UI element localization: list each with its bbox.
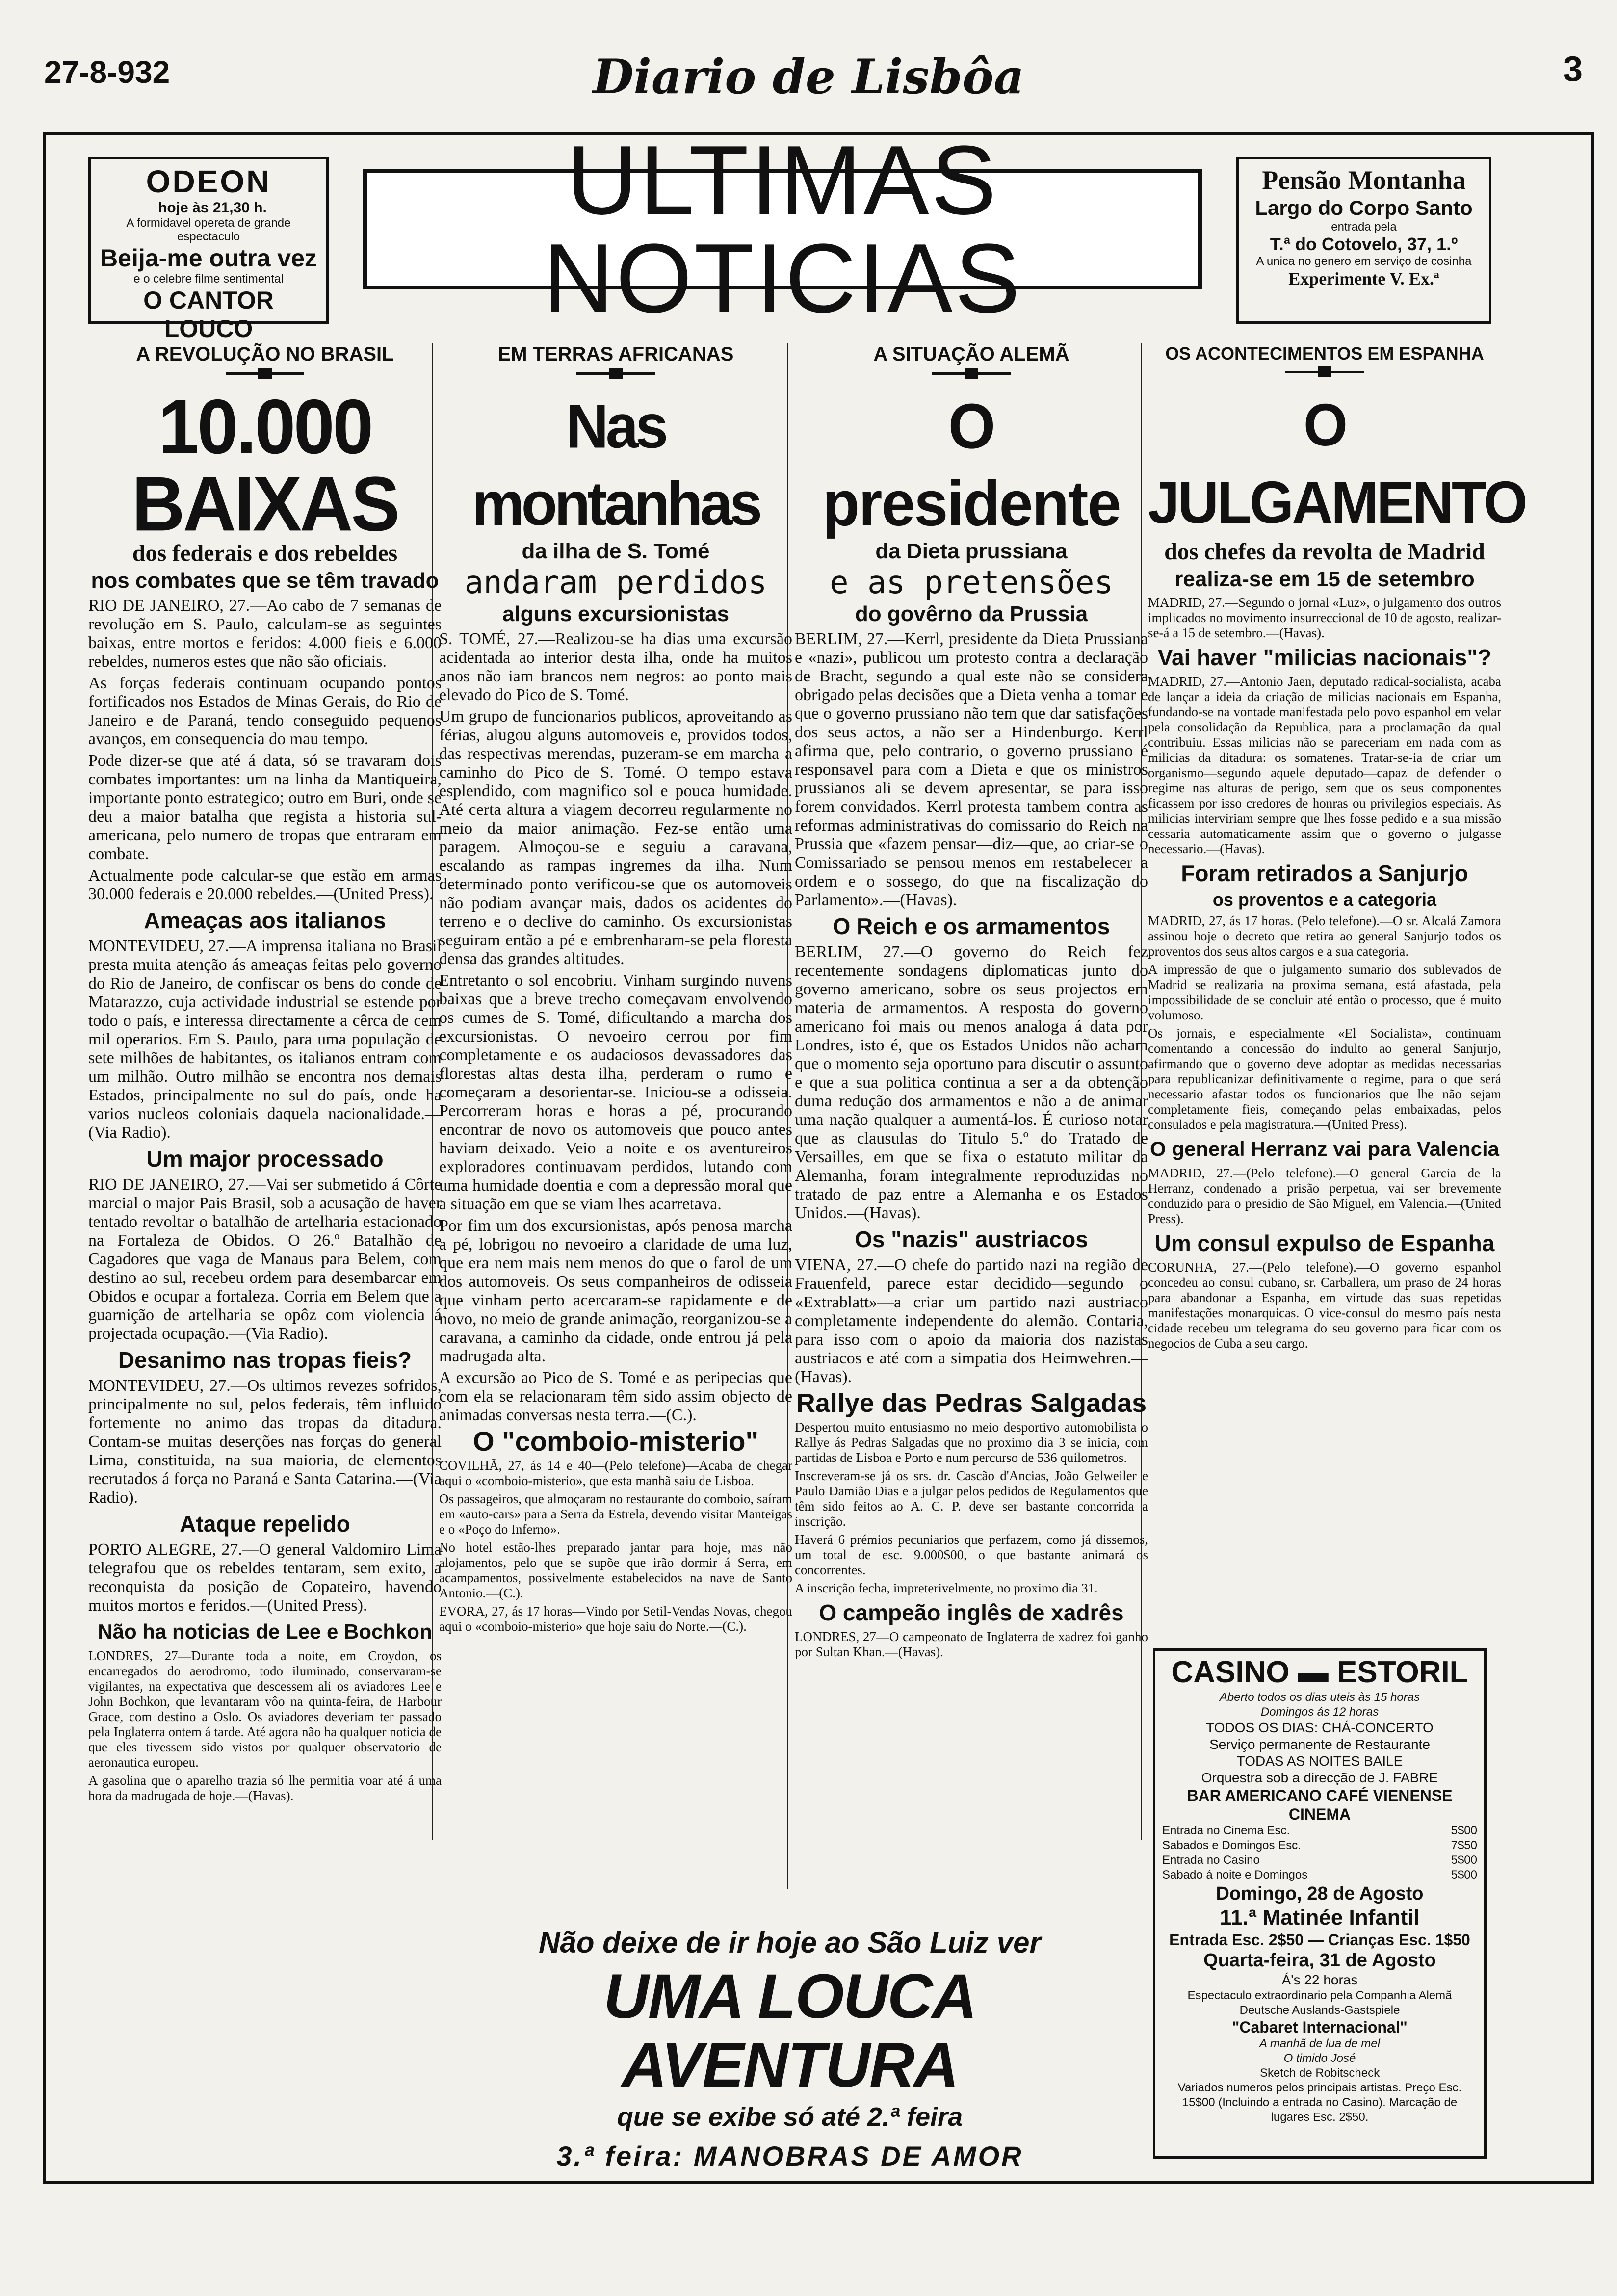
article-subheadline: realiza-se em 15 de setembro [1174, 567, 1475, 591]
section-heading: Um major processado [146, 1146, 384, 1172]
section-banner-text: ULTIMAS NOTICIAS [543, 125, 1022, 333]
section-heading: O Reich e os armamentos [833, 913, 1110, 939]
paragraph: Um grupo de funcionarios publicos, aproveitando as férias, alugou alguns automoveis e, providos todos, das respectivas merendas, puzeram-se em marcha a caminho do Pico de S. Tomé. O tempo estava esplendido, com magnifico sol e pouca humidade. Até certa altura a viagem decorreu regularmente no meio da maior animação. Fez-se então uma paragem. Almoçou-se e seguiu a caravana, escalando as rampas ingremes da ilha. Num determinado ponto verificou-se que os automoveis não podiam avançar mais, dados os acidentes do terreno e o declive do caminho. Os excursionistas seguiram então a pé e embrenharam-se pela floresta densa das grandes altitudes. [439, 707, 792, 968]
article-subheadline: da ilha de S. Tomé [522, 539, 710, 563]
article-kicker: A REVOLUÇÃO NO BRASIL [136, 343, 394, 365]
article-kicker: EM TERRAS AFRICANAS [497, 343, 734, 365]
ad-line: Não deixe de ir hoje ao São Luiz ver [539, 1926, 1041, 1959]
article-headline: O JULGAMENTO [1148, 391, 1526, 536]
divider-ornament [1285, 371, 1364, 385]
paragraph: Despertou muito entusiasmo no meio desportivo automobilista o Rallye ás Pedras Salgadas que no proximo dia 3 se inicia, com partidas de Lisboa e Porto e num percurso de 536 quilometros. [795, 1420, 1148, 1465]
paragraph: A gasolina que o aparelho trazia só lhe permitia voar até á uma hora da madrugada de hoje.—(Havas). [88, 1773, 442, 1803]
newspaper-title: Diario de Lisbôa [593, 49, 1024, 104]
paragraph: MONTEVIDEU, 27.—Os ultimos revezes sofridos, principalmente no sul, pelos federais, têm influido fortemente no animo das tropas da ditadura. Contam-se muitas deserções nas forças do general Lima, constituida, na sua maioria, de elementos recrutados á força no Paraná e Santa Catarina.—(Via Radio). [88, 1377, 442, 1507]
paragraph: VIENA, 27.—O chefe do partido nazi na região de Frauenfeld, parece estar decidido—segundo o «Extrablatt»—a criar um partido nazi austriaco completamente independente do alemão. Contaria, para isso com o apoio da maioria dos nazistas austriacos e até com a simpatia dos Heimwehren.—(Havas). [795, 1256, 1148, 1386]
paragraph: LONDRES, 27—O campeonato de Inglaterra de xadrez foi ganho por Sultan Khan.—(Havas). [795, 1629, 1148, 1659]
paragraph: No hotel estão-lhes preparado jantar para hoje, mas não alojamentos, pelo que se supõe que irão dormir á Serra, em acampamentos, possivelmente estabelecidos na nave de Santo Antonio.—(C.). [439, 1540, 792, 1600]
casino-line: Variados numeros pelos principais artistas. Preço Esc. 15$00 (Incluindo a entrada no Casino). Marcação de lugares Esc. 2$50. [1177, 2081, 1462, 2124]
price-row: Sabado á noite e Domingos 5$00 [1162, 1868, 1477, 1881]
section-heading: O "comboio-misterio" [472, 1426, 759, 1457]
paragraph: As forças federais continuam ocupando pontos fortificados nos Estados de Minas Gerais, do Rio de Janeiro e de Paraná, tendo conseguido pequenos avanços, em consequencia do mau tempo. [88, 674, 442, 748]
casino-name: CASINO ▬ ESTORIL [1171, 1655, 1468, 1689]
casino-line: TODAS AS NOITES BAILE [1236, 1753, 1403, 1769]
article-subheadline: alguns excursionistas [502, 602, 730, 626]
article-kicker: A SITUAÇÃO ALEMÃ [873, 343, 1069, 365]
issue-date: 27-8-932 [44, 54, 170, 90]
ad-title: UMA LOUCA AVENTURA [603, 1961, 976, 2100]
price-row: Sabados e Domingos Esc. 7$50 [1162, 1839, 1477, 1852]
article-subheadline: dos federais e dos rebeldes [132, 540, 398, 566]
section-heading: Vai haver "milicias nacionais"? [1157, 645, 1492, 670]
section-heading: Um consul expulso de Espanha [1154, 1230, 1495, 1256]
paragraph: Entretanto o sol encobriu. Vinham surgindo nuvens baixas que a breve trecho começavam envolvendo os cumes de S. Tomé, dificultando a marcha dos excursionistas. O nevoeiro cerrou por fim completamente e os audaciosos devassadores das florestas altas desta ilha, perderam o rumo e começaram a desorientar-se. Iniciou-se a odisseia. Percorreram horas e horas a pé, procurando encontrar de novo os automoveis que pouco antes haviam deixado. Veio a noite e os aventureiros exploradores continuavam perdidos, lutando com uma humidade doentia e com a depressão moral que a situação em que se viam lhes acarretava. [439, 971, 792, 1213]
section-heading: Desanimo nas tropas fieis? [118, 1347, 412, 1373]
casino-time: Á's 22 horas [1281, 1972, 1358, 1987]
article-headline: Nas montanhas [471, 391, 760, 539]
paragraph: EVORA, 27, ás 17 horas—Vindo por Setil-Vendas Novas, chegou aqui o «comboio-misterio» que hoje saiu do Norte.—(C.). [439, 1604, 792, 1634]
odeon-line1: A formidavel opereta de grande espectaculo [126, 216, 291, 243]
article-subheadline: dos chefes da revolta de Madrid [1164, 539, 1485, 565]
casino-line: Orquestra sob a direcção de J. FABRE [1201, 1770, 1438, 1785]
section-heading: Os "nazis" austriacos [855, 1226, 1088, 1252]
casino-entry: Entrada Esc. 2$50 — Crianças Esc. 1$50 [1169, 1931, 1470, 1949]
section-heading: Não ha noticias de Lee e Bochkon [98, 1620, 432, 1643]
article-brasil [88, 343, 442, 1806]
paragraph: RIO DE JANEIRO, 27.—Ao cabo de 7 semanas de revolução em S. Paulo, calculam-se as seguintes baixas, entre mortos e feridos: 4.000 fieis e 6.000 rebeldes, numeros estes que não são oficiais. [88, 597, 442, 671]
divider-ornament [932, 372, 1011, 387]
paragraph: A excursão ao Pico de S. Tomé e as peripecias que com ela se relacionaram têm sido assim objecto de animadas conversas nesta terra.—(C.). [439, 1369, 792, 1424]
price-row: Entrada no Cinema Esc. 5$00 [1162, 1824, 1477, 1837]
casino-cabaret: "Cabaret Internacional" [1232, 2018, 1408, 2036]
paragraph: A impressão de que o julgamento sumario dos sublevados de Madrid se realizaria na proxima semana, está afastada, pela impossibilidade de se concluir até então o processo, que é muito volumoso. [1148, 962, 1501, 1022]
article-headline: O presidente [822, 391, 1121, 540]
odeon-ad [88, 157, 329, 342]
paragraph: Pode dizer-se que até á data, só se travaram dois combates importantes: um na linha da Mantiqueira, importante ponto estrategico; outro em Buri, onde se deu a maior batalha que regista a historia sul-americana, pelo numero de tropas que entraram em combate. [88, 752, 442, 863]
casino-line: Espectaculo extraordinario pela Companhia Alemã Deutsche Auslands-Gastspiele [1187, 1989, 1452, 2017]
odeon-title1: Beija-me outra vez [100, 244, 317, 272]
casino-line: O timido José [1283, 2052, 1356, 2065]
article-subheadline: nos combates que se têm travado [91, 569, 439, 593]
article-subheadline: e as pretensões [830, 565, 1113, 601]
section-heading: Rallye das Pedras Salgadas [796, 1388, 1147, 1418]
casino-sundays: Domingos ás 12 horas [1260, 1705, 1379, 1719]
paragraph: CORUNHA, 27.—(Pelo telefone).—O governo espanhol concedeu ao consul cubano, sr. Carballera, um praso de 24 horas para abandonar a Espanha, em virtude das suas repetidas manifestações monarquicas. O vice-consul do mesmo país nesta cidade recebeu um telegrama do seu governo para ficar com os negocios de Cuba a seu cargo. [1148, 1260, 1501, 1351]
divider-ornament [576, 372, 655, 387]
page-number: 3 [1563, 50, 1583, 89]
casino-line: TODOS OS DIAS: CHÁ-CONCERTO [1206, 1720, 1434, 1735]
pensao-entry: entrada pela [1331, 220, 1397, 234]
section-heading: O campeão inglês de xadrês [819, 1600, 1124, 1625]
paragraph: COVILHÃ, 27, ás 14 e 40—(Pelo telefone)—Acaba de chegar aqui o «comboio-misterio», que esta manhã saiu de Lisboa. [439, 1458, 792, 1488]
casino-line: CINEMA [1288, 1805, 1351, 1823]
section-banner [363, 125, 1202, 333]
paragraph: MADRID, 27.—Antonio Jaen, deputado radical-socialista, acaba de lançar a ideia da criação de milicias nacionais em Espanha, fundando-se na vontade manifestada pelo povo espanhol em velar pela consolidação da Republica, para a proclamação da qual contribuiu. Essas milicias não se pareceriam em nada com as milicias da ditadura: os somatenes. Tratar-se-ia de criar um organismo—segundo aquele deputado—capaz de defender o regime nas alturas de perigo, sem que os seus componentes ficassem por isso credores de honras ou privilegios especiais. As milicias interviriam sempre que lhes fosse pedido e a sua missão cessaria automaticamente assim que o governo o julgasse necessario.—(Havas). [1148, 674, 1501, 856]
ad-line: 3.ª feira: MANOBRAS DE AMOR [556, 2140, 1023, 2171]
casino-hours: Aberto todos os dias uteis às 15 horas [1219, 1691, 1420, 1704]
casino-date: Quarta-feira, 31 de Agosto [1203, 1950, 1436, 1971]
paragraph: BERLIM, 27.—Kerrl, presidente da Dieta Prussiana e «nazi», publicou um protesto contra a declaração de Bracht, segundo a qual este não se considera obrigado pelas decisões que a Dieta venha a tomar e que o governo prussiano não tem que dar satisfações dos seus actos, a não ser a Hindenburgo. Kerrl afirma que, pelo contrario, o governo prussiano é responsavel para com a Dieta e que os ministros prussianos ali se devem apresentar, se para isso forem convidados. Kerrl protesta tambem contra as reformas administrativas do comissario do Reich na Prussia que «fazem pensar—diz—que, ao criar-se o Comissariado se pensou menos em restabelecer a ordem e o sossego, do que na fiscalização do Parlamento».—(Havas). [795, 630, 1148, 909]
pensao-name: Pensão Montanha [1262, 165, 1466, 195]
casino-matinee: 11.ª Matinée Infantil [1220, 1905, 1420, 1930]
casino-date: Domingo, 28 de Agosto [1216, 1883, 1424, 1904]
article-headline: 10.000 BAIXAS [131, 383, 398, 547]
article-alemanha [795, 343, 1148, 1663]
casino-estoril-ad [1153, 1648, 1487, 2159]
section-heading: O general Herranz vai para Valencia [1149, 1137, 1500, 1160]
section-subheading: os proventos e a categoria [1212, 889, 1437, 910]
paragraph: Os jornais, e especialmente «El Socialista», continuam comentando a concessão do indulto ao general Sanjurjo, afirmando que o governo deve adoptar as medidas necessarias para republicanizar definitivamente o regime, para o que será necessario afastar todos os funcionarios que lhe não sejam completamente fieis, começando pelas embaixadas, pelos consulados e pela magistratura.—(United Press). [1148, 1026, 1501, 1132]
paragraph: A inscrição fecha, impreterivelmente, no proximo dia 31. [795, 1581, 1098, 1595]
section-heading: Ameaças aos italianos [144, 908, 386, 933]
paragraph: MADRID, 27.—(Pelo telefone).—O general Garcia de la Herranz, condenado a prisão perpetua, vai ser brevemente conduzido para o presidio de São Miguel, em Valencia.—(United Press). [1148, 1166, 1501, 1226]
section-heading: Foram retirados a Sanjurjo [1181, 861, 1468, 886]
section-heading: Ataque repelido [180, 1511, 350, 1537]
price-row: Entrada no Casino 5$00 [1162, 1853, 1477, 1867]
pensao-note: A unica no genero em serviço de cosinha [1256, 255, 1472, 268]
pensao-tagline: Experimente V. Ex.ª [1288, 269, 1439, 288]
odeon-title2: O CANTOR LOUCO [143, 287, 274, 342]
pensao-street: T.ª do Cotovelo, 37, 1.º [1270, 234, 1458, 254]
paragraph: LONDRES, 27—Durante toda a noite, em Croydon, os encarregados do aerodromo, todo iluminado, conservaram-se vigilantes, na expectativa que descessem ali os aviadores Lee e John Bochkon, que levantaram vôo na quinta-feira, de Harbour Grace, com destino a Oslo. Os aviadores deveriam ter passado pela Inglaterra ontem á tarde. Até agora não ha qualquer noticia de que eles tivessem sido vistos por qualquer observatorio de aeronautica europeu. [88, 1648, 442, 1770]
odeon-line2: e o celebre filme sentimental [133, 272, 284, 286]
casino-line: Serviço permanente de Restaurante [1209, 1737, 1430, 1752]
article-subheadline: andaram perdidos [464, 565, 767, 601]
paragraph: MADRID, 27.—Segundo o jornal «Luz», o julgamento dos outros implicados no movimento insurreccional de 10 de agosto, realizar-se-á a 15 de setembro.—(Havas). [1148, 595, 1501, 640]
sao-luiz-ad [437, 1923, 1143, 2178]
paragraph: S. TOMÉ, 27.—Realizou-se ha dias uma excursão acidentada ao interior desta ilha, onde ha muitos anos não iam brancos nem negros: ao ponto mais elevado do Pico de S. Tomé. [439, 630, 792, 704]
paragraph: MADRID, 27, ás 17 horas. (Pelo telefone).—O sr. Alcalá Zamora assinou hoje o decreto que retira ao general Sanjurjo todos os proventos dos seus altos cargos e a sua categoria. [1148, 913, 1501, 959]
casino-line: BAR AMERICANO CAFÉ VIENENSE [1187, 1787, 1453, 1804]
paragraph: Os passageiros, que almoçaram no restaurante do comboio, saíram em «auto-cars» para a Serra da Estrela, devendo visitar Manteigas e o «Poço do Inferno». [439, 1491, 792, 1537]
paragraph: PORTO ALEGRE, 27.—O general Valdomiro Lima telegrafou que os rebeldes tentaram, sem exito, a reconquista da posição de Copateiro, havendo muitos mortos e feridos.—(United Press). [88, 1540, 442, 1615]
odeon-name: ODEON [146, 164, 271, 199]
pensao-ad [1236, 157, 1491, 324]
article-subheadline: da Dieta prussiana [875, 539, 1068, 563]
paragraph: Inscreveram-se já os srs. dr. Cascão d'Ancias, João Gelweiler e Paulo Damião Dias e a julgar pelos pedidos de Regulamentos que têm sido feitos ao A. C. P. deve ser bastante concorrida a inscrição. [795, 1468, 1148, 1529]
casino-line: A manhã de lua de mel [1259, 2037, 1380, 2050]
odeon-time: hoje às 21,30 h. [158, 200, 267, 216]
article-kicker: OS ACONTECIMENTOS EM ESPANHA [1165, 343, 1484, 364]
article-subheadline: do govêrno da Prussia [855, 602, 1088, 626]
paragraph: MONTEVIDEU, 27.—A imprensa italiana no Brasil presta muita atenção ás ameaças feitas pelo governo do Rio de Janeiro, de confiscar os bens do conde de Matarazzo, cuja actividade industrial se estende por todo o país, e interessa directamente a cêrca de cem mil operarios. Em S. Paulo, para uma população de sete milhões de habitantes, os italianos entram com um milhão. Outro milhão se encontra nos demais Estados, principalmente no sul do país, onde ha varios nucleos coloniais daquela nacionalidade.—(Via Radio). [88, 937, 442, 1142]
paragraph: Actualmente pode calcular-se que estão em armas 30.000 federais e 20.000 rebeldes.—(United Press). [88, 866, 442, 903]
article-espanha [1148, 343, 1526, 1354]
paragraph: Por fim um dos excursionistas, após penosa marcha a pé, lobrigou no nevoeiro a claridade de uma luz, que era nem mais nem menos do que o farol de um dos automoveis. Os seus companheiros de odisseia que vinham perto acercaram-se rapidamente e de novo, no meio de grande animação, reorganizou-se a caravana, a caminho da cidade, onde entrou já pela madrugada alta. [439, 1217, 792, 1365]
article-sao-tome [439, 343, 792, 1637]
pensao-place: Largo do Corpo Santo [1255, 196, 1473, 219]
paragraph: RIO DE JANEIRO, 27.—Vai ser submetido á Côrte marcial o major Pais Brasil, sob a acusação de haver tentado revoltar o batalhão de artelharia estacionado na Fortaleza de Obidos. O 26.º Batalhão de Cagadores que vaga de Manaus para Belem, com destino ao sul, recebeu ordem para desembarcar em Obidos e ocupar a fortaleza. Corria em Belem que a guarnição de artelharia se opôz com violencia á projectada ocupação.—(Via Radio). [88, 1175, 442, 1343]
paragraph: Haverá 6 prémios pecuniarios que perfazem, como já dissemos, um total de esc. 9.000$00, o que bastante animará os concorrentes. [795, 1532, 1148, 1577]
paragraph: BERLIM, 27.—O governo do Reich fez recentemente sondagens diplomaticas junto do governo americano, sobre os seus projectos em materia de armamentos. A resposta do governo americano foi mais ou menos analoga á data por Londres, isto é, que os Estados Unidos não acham que o momento seja oportuno para discutir o assunto e que a sua politica continua a ser a da obtenção duma redução dos armamentos e não a de animar uma nação qualquer a aumentá-los. É curioso notar que as clausulas do Titulo 5.º do Tratado de Versailles, em que se fixa o estatuto militar da Alemanha, foram integralmente reproduzidas no tratado de paz entre a Alemanha e os Estados Unidos.—(Havas). [795, 943, 1148, 1222]
ad-line: que se exibe só até 2.ª feira [617, 2102, 963, 2132]
casino-line: Sketch de Robitscheck [1259, 2066, 1380, 2080]
